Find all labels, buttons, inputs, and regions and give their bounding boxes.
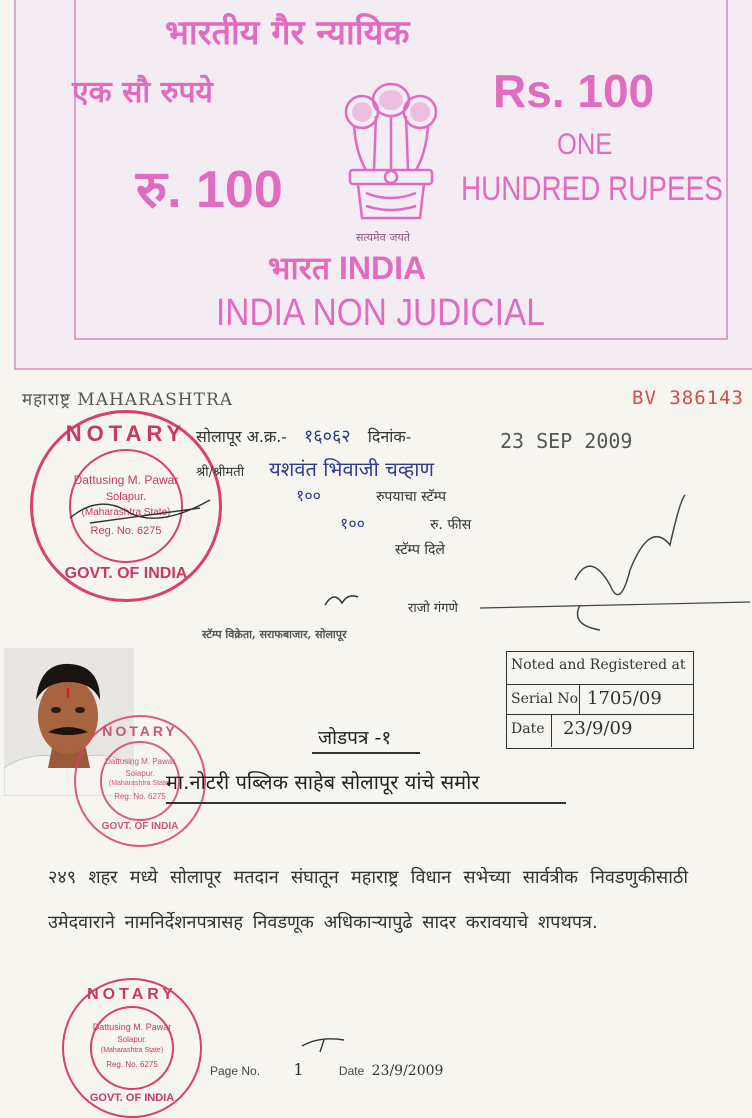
lion-capital-emblem-icon	[336, 78, 446, 228]
vendor-line3-suffix: रुपयाचा स्टॅम्प	[376, 489, 447, 505]
vendor-line4	[340, 512, 471, 534]
notary-seal-reg: Reg. No. 6275	[90, 525, 162, 537]
registration-box	[506, 651, 694, 749]
footer-date-label: Date	[338, 1064, 365, 1078]
notary-seal-state: (Maharashtra State)	[81, 507, 171, 518]
addressee-line: मा.नोटरी पब्लिक साहेब सोलापूर यांचे समोर	[166, 770, 480, 794]
stamp-words-line1: ONE	[557, 128, 613, 161]
notary-seal-photo-name: Dattusing M. Pawar	[105, 757, 175, 766]
notary-seal-photo-top: NOTARY	[102, 723, 178, 739]
vendor-amount2-handwritten: १००	[340, 514, 365, 533]
notary-seal-top: NOTARY	[65, 421, 187, 446]
stamp-amount-english: Rs. 100	[493, 65, 655, 117]
vendor-date-stamp: 23 SEP 2009	[500, 429, 633, 453]
registration-date-row	[507, 714, 693, 747]
notary-seal-photo-bottom: GOVT. OF INDIA	[101, 821, 179, 832]
notary-seal-photo-state: (Maharashtra State)	[108, 780, 172, 787]
registration-serial-row	[507, 684, 693, 715]
notary-seal-bottom-city: Solapur.	[117, 1035, 147, 1044]
vendor-amount1-handwritten: १००	[296, 486, 321, 505]
seal-signature	[60, 478, 220, 538]
state-label: महाराष्ट्र MAHARASHTRA	[22, 390, 234, 410]
footer-date-value: 23/9/2009	[371, 1063, 444, 1079]
page-label: Page No.	[210, 1064, 261, 1078]
annexure-heading: जोडपत्र -१	[318, 727, 392, 749]
registration-heading: Noted and Registered at	[511, 657, 686, 673]
notary-seal-bottom-top: NOTARY	[87, 986, 177, 1003]
vendor-line1-prefix: सोलापूर अ.क्र.-	[196, 427, 287, 446]
notary-seal-bottom	[62, 978, 202, 1118]
annexure-underline	[312, 752, 420, 754]
notary-seal-bottom-bottom: GOVT. OF INDIA	[89, 1092, 175, 1104]
registration-divider	[579, 685, 580, 715]
vendor-line3	[296, 484, 446, 506]
registration-serial-value: 1705/09	[587, 688, 662, 709]
stamp-type: INDIA NON JUDICIAL	[216, 292, 545, 334]
notary-seal-photo-city: Solapur.	[125, 769, 155, 778]
registration-date-value: 23/9/09	[563, 718, 633, 739]
notary-seal-photo-reg: Reg. No. 6275	[114, 792, 166, 801]
notary-seal-bottom: GOVT. OF INDIA	[64, 565, 188, 582]
notary-seal-name: Dattusing M. Pawar	[73, 473, 179, 487]
vendor-initials	[322, 585, 362, 615]
stamp-amount-words-hindi: एक सौ रुपये	[72, 75, 213, 110]
registration-serial-label: Serial No	[511, 691, 578, 707]
vendor-date-label: दिनांक-	[367, 427, 412, 446]
stamp-motto: सत्यमेव जयते	[356, 231, 411, 244]
buyer-name-handwritten: यशवंत भिवाजी चव्हाण	[269, 457, 434, 481]
notary-seal-bottom-reg: Reg. No. 6275	[106, 1060, 158, 1069]
vendor-serial-handwritten: १६०६२	[303, 426, 351, 447]
stamp-serial-number: BV 386143	[632, 387, 744, 409]
vendor-line1	[196, 424, 411, 448]
addressee-underline	[166, 802, 566, 804]
stamp-hindi-heading: भारतीय गैर न्यायिक	[165, 13, 410, 53]
notary-seal-bottom-name: Dattusing M. Pawar	[92, 1022, 172, 1032]
vendor-line2	[196, 455, 434, 482]
vendor-line4-suffix: रु. फीस	[430, 517, 472, 533]
vendor-line5: स्टॅम्प दिले	[395, 542, 445, 558]
registration-date-label: Date	[511, 721, 545, 737]
vendor-signature	[480, 490, 750, 640]
stamp-country: भारत INDIA	[268, 250, 427, 286]
vendor-line2-prefix: श्री/श्रीमती	[196, 465, 245, 480]
vendor-address: स्टॅम्प विक्रेता, सराफबाजार, सोलापूर	[202, 628, 347, 641]
notary-seal-bottom-state: (Maharashtra State)	[100, 1047, 164, 1054]
vendor-name: राजो गंगणे	[408, 601, 458, 616]
stamp-amount-hindi: रु. 100	[136, 161, 283, 219]
stamp-words-line2: HUNDRED RUPEES	[461, 170, 723, 208]
affidavit-body: २४९ शहर मध्ये सोलापूर मतदान संघातून महाराष्ट्र विधान सभेच्या सार्वत्रीक निवडणुकीसाठी उमेदवाराने नामनिर्देशनपत्रासह निवडणूक अधिकाऱ्यापुढे सादर करावयाचे शपथपत्र.	[48, 867, 688, 933]
page-value: 1	[293, 1060, 304, 1079]
registration-divider	[551, 715, 552, 747]
notary-seal-city: Solapur.	[105, 491, 147, 503]
page-date-line	[210, 1060, 443, 1079]
footer-signature	[300, 1034, 350, 1054]
